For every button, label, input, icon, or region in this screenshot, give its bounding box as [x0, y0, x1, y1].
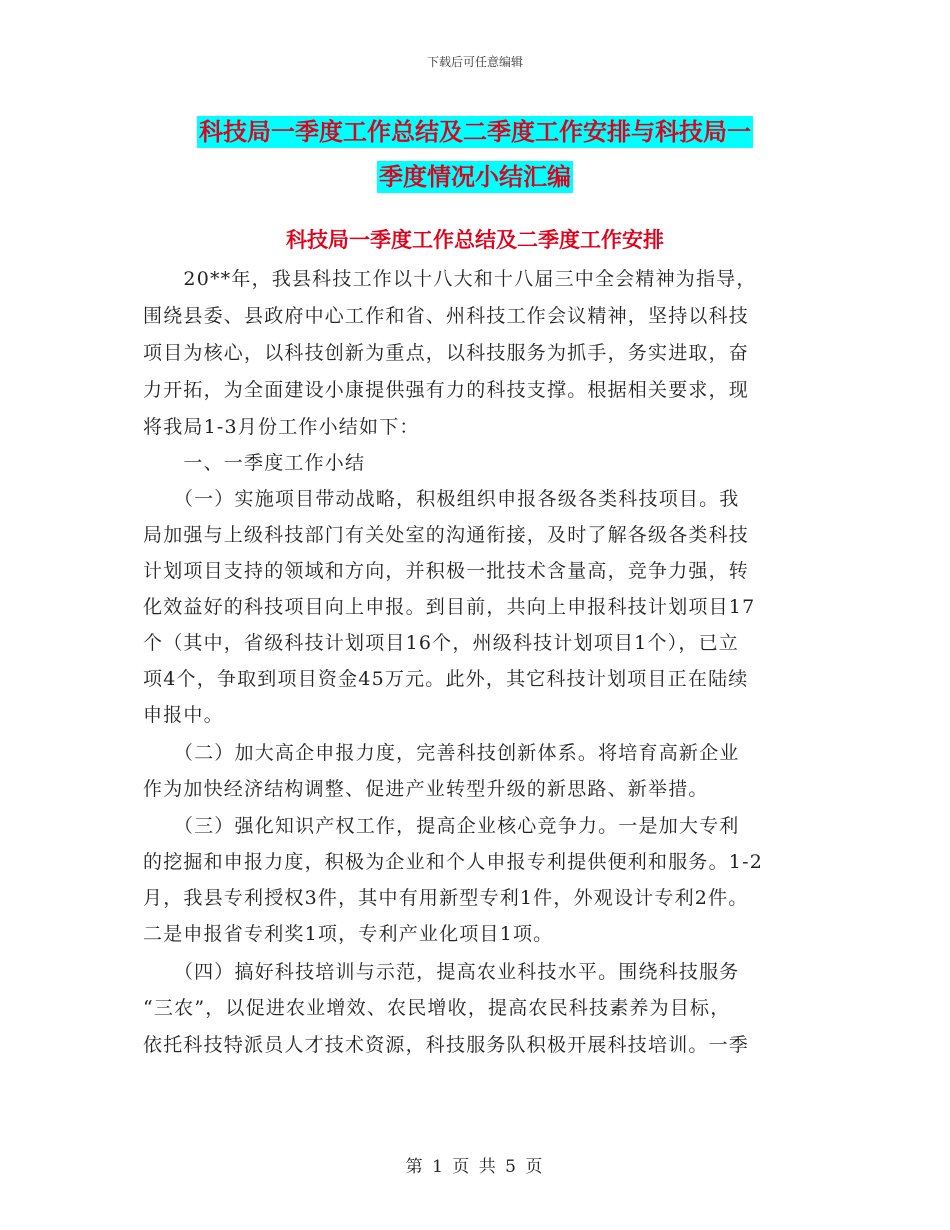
- body-line: 计划项目支持的领域和方向，并积极一批技术含量高，竞争力强，转: [143, 560, 750, 582]
- body-line: （三）强化知识产权工作，提高企业核心竞争力。一是加大专利: [143, 815, 740, 837]
- body-line: 项4个，争取到项目资金45万元。此外，其它科技计划项目正在陆续: [143, 668, 749, 690]
- body-line: （二）加大高企申报力度，完善科技创新体系。将培育高新企业: [143, 742, 740, 764]
- body-line: 作为加快经济结构调整、促进产业转型升级的新思路、新举措。: [143, 778, 709, 800]
- body-line: 20**年，我县科技工作以十八大和十八届三中全会精神为指导，: [143, 268, 757, 290]
- body-line: 围绕县委、县政府中心工作和省、州科技工作会议精神，坚持以科技: [143, 305, 750, 327]
- body-line: 力开拓，为全面建设小康提供强有力的科技支撑。根据相关要求，现: [143, 379, 750, 401]
- body-line: 月，我县专利授权3件，其中有用新型专利1件，外观设计专利2件。: [143, 887, 749, 909]
- body-line: 的挖掘和申报力度，积极为企业和个人申报专利提供便利和服务。1-2: [143, 851, 763, 873]
- body-line: 将我局1-3月份工作小结如下：: [143, 416, 420, 438]
- document-title-line-2: [0, 157, 950, 192]
- body-line: （一）实施项目带动战略，积极组织申报各级各类科技项目。我: [143, 488, 740, 510]
- body-line: 一、一季度工作小结: [143, 452, 366, 474]
- body-line: 二是申报省专利奖1项，专利产业化项目1项。: [143, 923, 554, 945]
- title-highlight-2: 季度情况小结汇编: [379, 163, 571, 191]
- body-line: 申报中。: [143, 704, 224, 726]
- body-line: “三农”，以促进农业增效、农民增收，提高农民科技素养为目标，: [143, 997, 731, 1019]
- body-line: 局加强与上级科技部门有关处室的沟通衔接，及时了解各级各类科技: [143, 524, 750, 546]
- title-highlight-1: 科技局一季度工作总结及二季度工作安排与科技局一: [199, 118, 751, 146]
- body-line: 个（其中，省级科技计划项目16个，州级科技计划项目1个），已立: [143, 632, 739, 654]
- page-footer: 第 1 页 共 5 页: [405, 1157, 545, 1177]
- section-subtitle: 科技局一季度工作总结及二季度工作安排: [286, 228, 664, 252]
- document-title-line-1: [0, 112, 950, 147]
- body-line: 化效益好的科技项目向上申报。到目前，共向上申报科技计划项目17: [143, 596, 756, 618]
- body-line: （四）搞好科技培训与示范，提高农业科技水平。围绕科技服务: [143, 961, 740, 983]
- header-note: 下载后可任意编辑: [426, 55, 523, 69]
- body-line: 项目为核心，以科技创新为重点，以科技服务为抓手，务实进取，奋: [143, 342, 750, 364]
- body-line: 依托科技特派员人才技术资源，科技服务队积极开展科技培训。一季: [143, 1034, 750, 1056]
